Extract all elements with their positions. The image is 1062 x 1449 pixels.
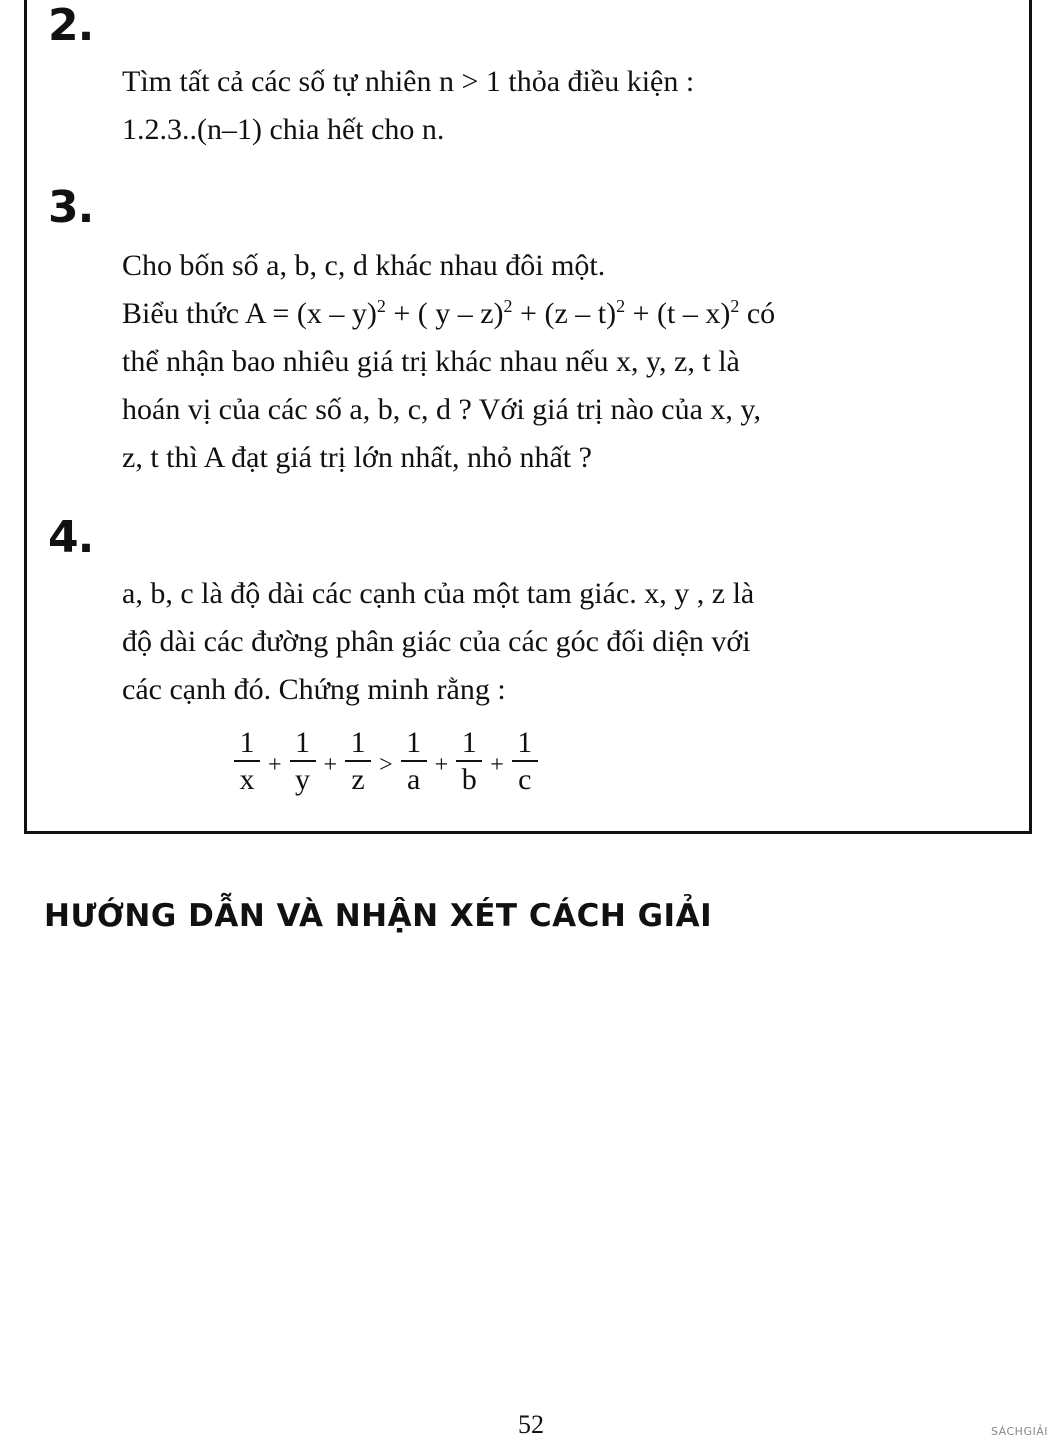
problem-4-line-1: a, b, c là độ dài các cạnh của một tam giác. x, y , z là	[122, 577, 755, 610]
expr-term-3: + (z – t)	[512, 297, 617, 330]
plus-sign: +	[268, 751, 282, 778]
problem-3-line-2: hoán vị của các số a, b, c, d ? Với giá trị nào của x, y,	[122, 393, 761, 426]
exponent: 2	[376, 296, 386, 316]
problem-3-text	[122, 242, 994, 482]
expr-term-2: + ( y – z)	[385, 297, 504, 330]
watermark-logo: SÁCHGIẢI	[990, 1425, 1048, 1438]
plus-sign: +	[323, 751, 338, 778]
expr-term-4: + (t – x)	[625, 297, 731, 330]
exponent: 2	[503, 296, 513, 316]
problem-3-line-3: z, t thì A đạt giá trị lớn nhất, nhỏ nhất ?	[122, 441, 592, 474]
problem-4-line-3: các cạnh đó. Chứng minh rằng :	[122, 673, 506, 706]
problem-2-line-2: 1.2.3..(n–1) chia hết cho n.	[122, 113, 445, 146]
problem-2-line-1: Tìm tất cả các số tự nhiên n > 1 thỏa điều kiện :	[122, 65, 695, 98]
fraction-1-over-c: $\frac{1}{c}$	[512, 726, 538, 798]
expr-lead: Biểu thức A = (x – y)	[122, 297, 377, 330]
problem-4-line-2: độ dài các đường phân giác của các góc đối diện với	[122, 625, 751, 658]
problem-2-text	[122, 58, 994, 154]
fraction-1-over-b: $\frac{1}{b}$	[456, 726, 482, 798]
expr-tail: có	[739, 297, 776, 330]
plus-sign: +	[490, 751, 504, 778]
problem-number-2: 2.	[48, 0, 94, 51]
problem-3-expression	[122, 290, 994, 338]
exponent: 2	[730, 296, 740, 316]
exponent: 2	[616, 296, 626, 316]
problem-4-text	[122, 570, 994, 714]
section-heading: HƯỚNG DẪN VÀ NHẬN XÉT CÁCH GIẢI	[44, 898, 713, 934]
greater-than-sign: >	[379, 751, 393, 778]
page-number: 52	[518, 1410, 544, 1439]
plus-sign: +	[434, 751, 449, 778]
problem-3-intro: Cho bốn số a, b, c, d khác nhau đôi một.	[122, 249, 606, 282]
fraction-1-over-x: $\frac{1}{x}$	[234, 726, 260, 798]
fraction-1-over-y: $\frac{1}{y}$	[290, 726, 316, 798]
inequality	[228, 726, 544, 798]
fraction-1-over-a: $\frac{1}{a}$	[401, 726, 427, 798]
problem-number-3: 3.	[48, 182, 94, 233]
problem-number-4: 4.	[48, 512, 94, 563]
problem-3-line-1: thể nhận bao nhiêu giá trị khác nhau nếu x, y, z, t là	[122, 345, 740, 378]
fraction-1-over-z: $\frac{1}{z}$	[345, 726, 371, 798]
